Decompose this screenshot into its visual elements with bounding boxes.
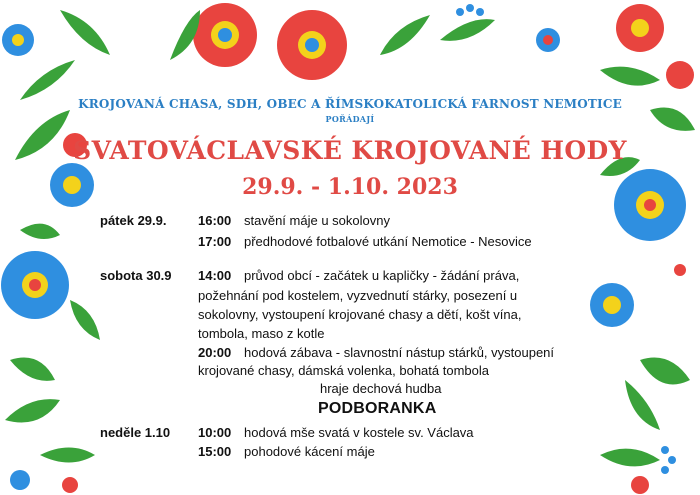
time-label: 16:00 [198,213,232,228]
time-label: 20:00 [198,345,232,360]
time-label: 10:00 [198,425,232,440]
time-label: 17:00 [198,234,232,249]
organizers-line: KROJOVANÁ CHASA, SDH, OBEC A ŘÍMSKOKATOLICKÁ FARNOST NEMOTICE [78,97,622,111]
event-description: hodová zábava - slavnostní nástup stárků, vystoupení [244,345,555,360]
event-description: hodová mše svatá v kostele sv. Václava [244,425,474,440]
band-intro: hraje dechová hudba [320,381,442,396]
day-label-sunday: neděle 1.10 [100,425,171,440]
presents-label: POŘÁDAJÍ [325,114,375,124]
time-label: 15:00 [198,444,232,459]
page-title: SVATOVÁCLAVSKÉ KROJOVANÉ HODY [73,136,627,165]
time-label: 14:00 [198,268,232,283]
band-name: PODBORANKA [318,400,437,417]
event-description-cont: tombola, maso z kotle [198,326,325,341]
event-description: pohodové kácení máje [244,444,375,459]
day-label-saturday: sobota 30.9 [100,268,172,283]
event-description-cont: sokolovny, vystoupení krojované chasy a dětí, košt vína, [198,307,522,322]
event-description-cont: krojované chasy, dámská volenka, bohatá tombola [198,363,489,378]
event-description: stavění máje u sokolovny [244,213,390,228]
event-dates: 29.9. - 1.10. 2023 [242,174,458,200]
day-label-friday: pátek 29.9. [100,213,167,228]
event-description: předhodové fotbalové utkání Nemotice - Nesovice [244,234,532,249]
event-description: průvod obcí - začátek u kapličky - žádání práva, [244,268,520,283]
event-description-cont: požehnání pod kostelem, vyzvednutí stárky, posezení u [198,288,518,303]
